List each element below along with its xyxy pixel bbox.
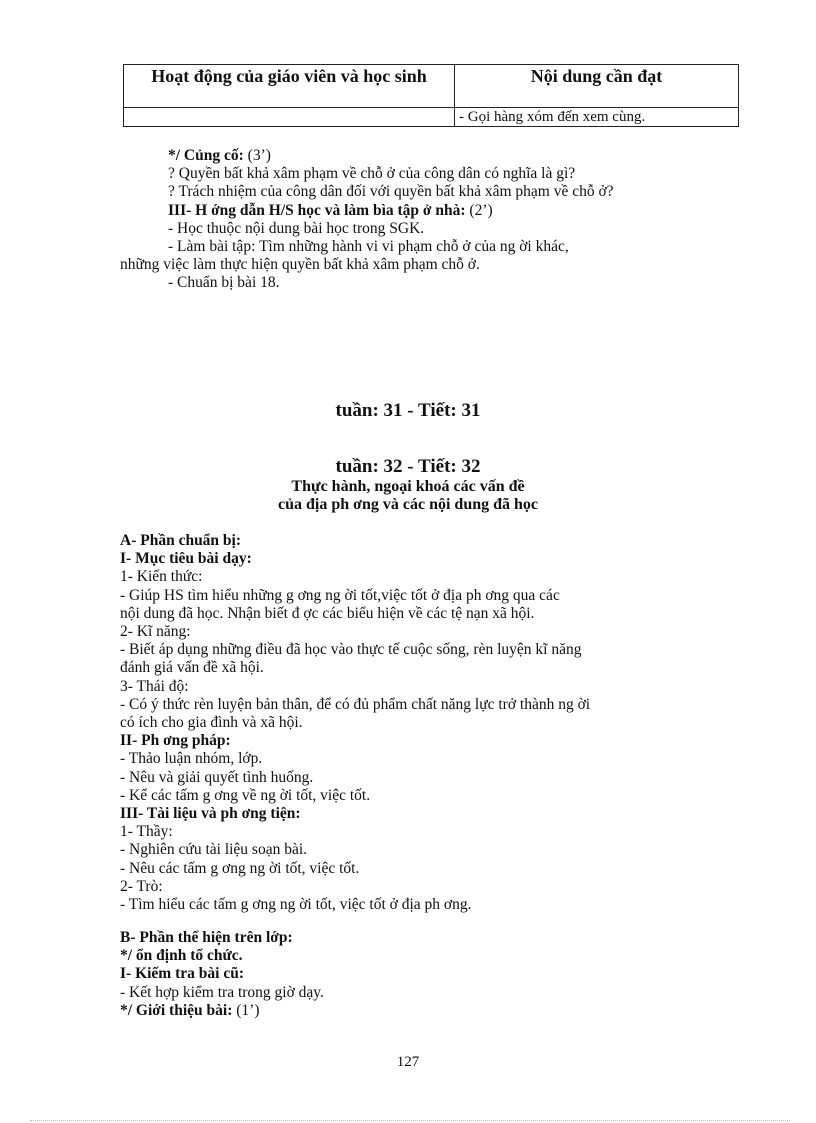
cungco-question-2: ? Trách nhiệm của công dân đối với quyền bất khả xâm phạm về chỗ ở?	[168, 183, 614, 201]
skills-line-2: đánh giá vấn đề xã hội.	[120, 659, 264, 677]
table-header-activity: Hoạt động của giáo viên và học sinh	[124, 65, 455, 108]
introduction-label: */ Giới thiệu bài:	[120, 1001, 233, 1019]
attitude-heading: 3- Thái độ:	[120, 677, 189, 695]
student-line-1: - Tìm hiểu các tấm g ơng ng ời tốt, việc tốt ở địa ph ơng.	[120, 896, 472, 914]
cungco-time: (3’)	[243, 147, 271, 164]
section-a-heading: A- Phần chuẩn bị:	[120, 532, 242, 549]
page-number: 127	[396, 1054, 420, 1070]
lesson-subtitle-2: của địa ph ơng và các nội dung đã học	[277, 496, 539, 513]
old-lesson-check-heading: I- Kiểm tra bài cũ:	[120, 965, 244, 983]
attitude-line-2: có ích cho gia đình và xã hội.	[120, 714, 303, 732]
knowledge-line-2: nội dung đã học. Nhận biết đ ợc các biểu hiện về các tệ nạn xã hội.	[120, 604, 535, 622]
old-lesson-check-line: - Kết hợp kiểm tra trong giờ dạy.	[120, 983, 324, 1001]
huongdan-label: III- H ớng dẫn H/S học và làm bìa tập ở nhà:	[168, 201, 466, 219]
huongdan-item-3: - Chuẩn bị bài 18.	[168, 274, 280, 292]
page-bottom-divider	[30, 1120, 790, 1121]
teacher-line-1: - Nghiên cứu tài liệu soạn bài.	[120, 841, 308, 859]
activity-table	[123, 64, 739, 127]
table-header-content: Nội dung cần đạt	[455, 65, 739, 108]
knowledge-heading: 1- Kiến thức:	[120, 568, 203, 586]
section-a	[120, 532, 702, 914]
cungco-question-1: ? Quyền bất khả xâm phạm về chỗ ở của công dân có nghĩa là gì?	[168, 165, 576, 183]
method-line-3: - Kể các tấm g ơng về ng ời tốt, việc tốt.	[120, 786, 371, 804]
objectives-heading: I- Mục tiêu bài dạy:	[120, 550, 252, 568]
knowledge-line-1: - Giúp HS tìm hiểu những g ơng ng ời tốt,việc tốt ở địa ph ơng qua các	[120, 586, 560, 604]
section-b-heading: B- Phần thể hiện trên lớp:	[120, 929, 293, 946]
lesson-subtitle-1: Thực hành, ngoại khoá các vấn đề	[291, 478, 525, 495]
attitude-line-1: - Có ý thức rèn luyện bản thân, để có đủ phẩm chất năng lực trở thành ng ời	[120, 695, 591, 713]
skills-line-1: - Biết áp dụng những điều đã học vào thực tế cuộc sống, rèn luyện kĩ năng	[120, 641, 582, 659]
method-line-1: - Thảo luận nhóm, lớp.	[120, 750, 263, 768]
teacher-heading: 1- Thầy:	[120, 823, 173, 841]
section-b	[120, 929, 702, 1020]
week-31-title: tuần: 31 - Tiết: 31	[335, 400, 481, 421]
review-block	[120, 147, 702, 293]
method-heading: II- Ph ơng pháp:	[120, 732, 231, 750]
organization-heading: */ ổn định tổ chức.	[120, 947, 243, 965]
materials-heading: III- Tài liệu và ph ơng tiện:	[120, 805, 301, 823]
huongdan-item-2a: - Làm bài tập: Tìm những hành vi vi phạm chỗ ở của ng ời khác,	[168, 238, 569, 256]
huongdan-time: (2’)	[465, 201, 493, 219]
huongdan-item-2b: những việc làm thực hiện quyền bất khả xâm phạm chỗ ở.	[120, 256, 480, 274]
introduction-time: (1’)	[232, 1001, 260, 1019]
cungco-line	[120, 147, 702, 165]
week-32-title: tuần: 32 - Tiết: 32	[335, 456, 481, 477]
skills-heading: 2- Kĩ năng:	[120, 623, 191, 641]
introduction-line	[120, 1002, 702, 1020]
student-heading: 2- Trò:	[120, 877, 163, 895]
cungco-label: */ Củng cố:	[168, 147, 244, 164]
huongdan-line	[120, 202, 702, 220]
table-cell-content: - Gọi hàng xóm đến xem cùng.	[455, 108, 739, 127]
teacher-line-2: - Nêu các tấm g ơng ng ời tốt, việc tốt.	[120, 859, 360, 877]
table-cell-empty	[124, 108, 455, 127]
method-line-2: - Nêu và giải quyết tình huống.	[120, 768, 314, 786]
huongdan-item-1: - Học thuộc nội dung bài học trong SGK.	[168, 219, 425, 237]
